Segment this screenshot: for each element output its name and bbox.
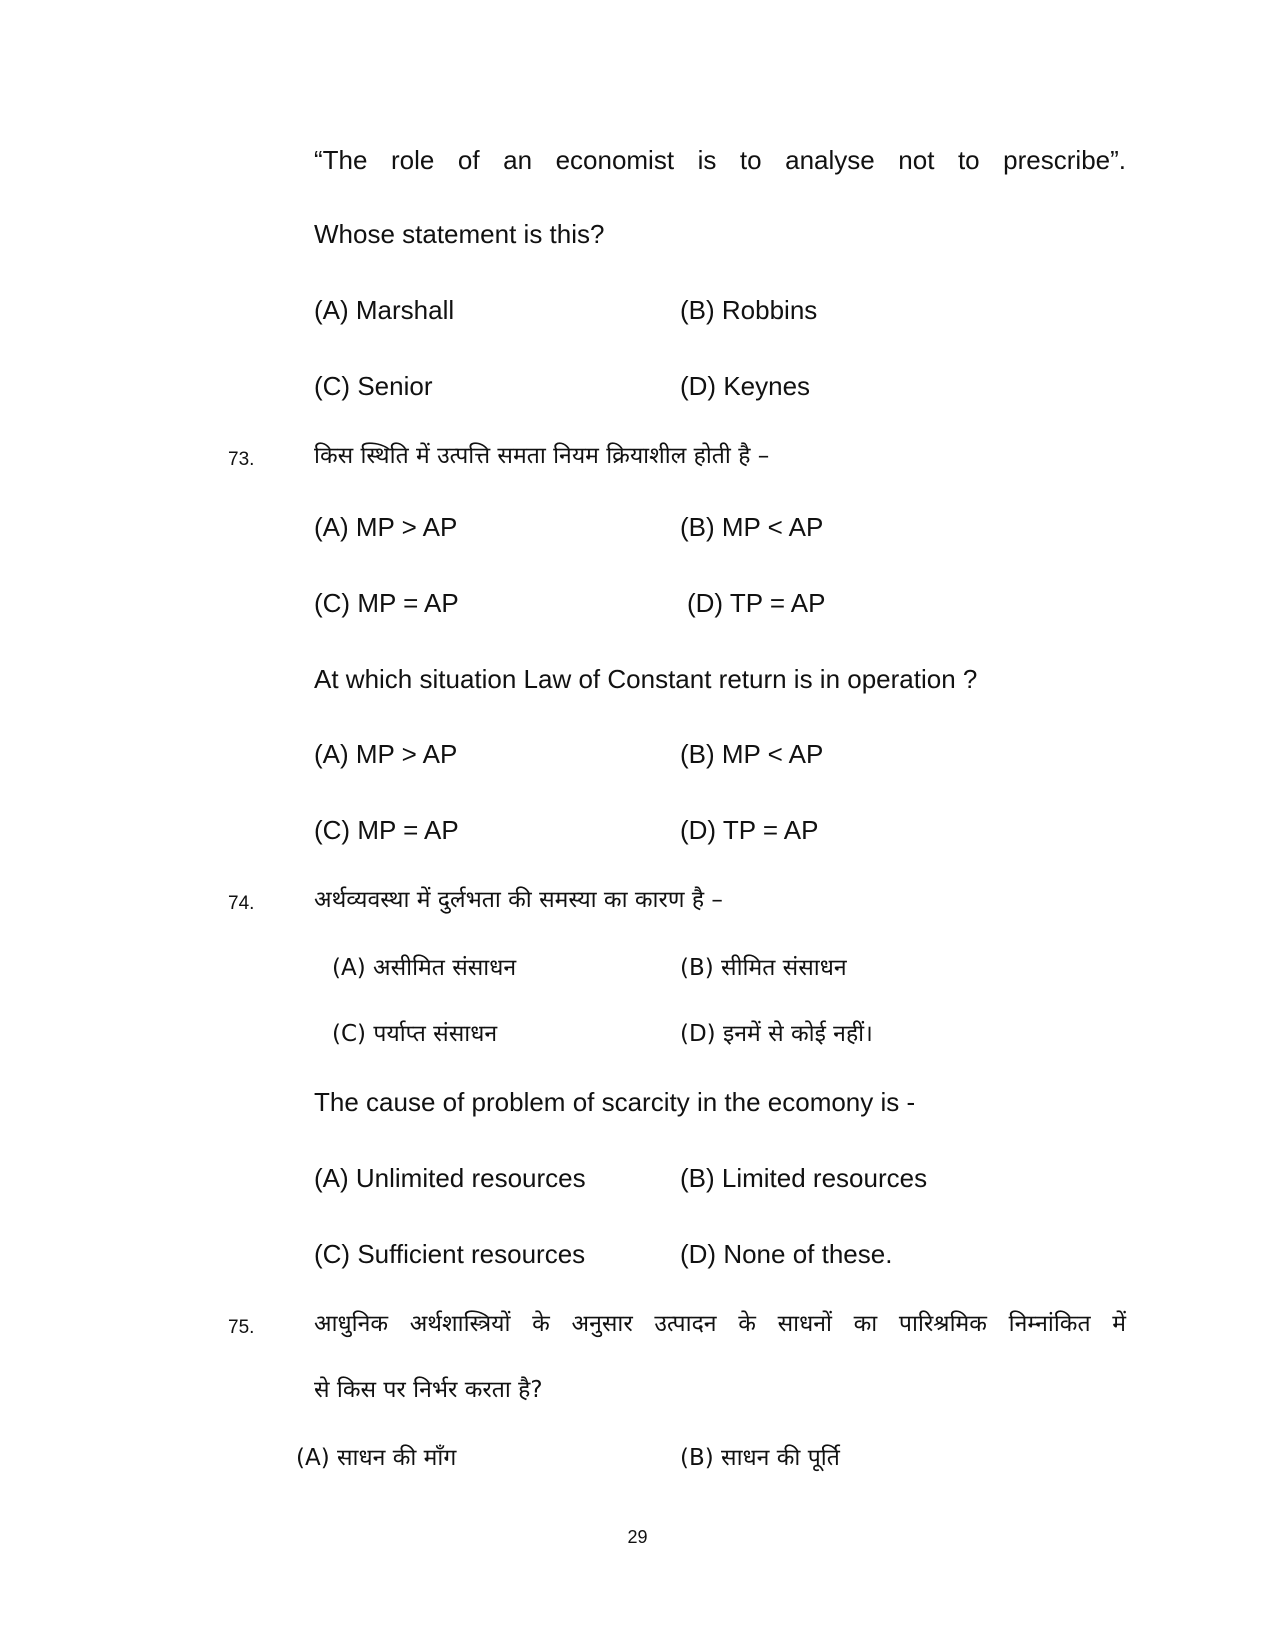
q73-hindi-option-b: (B) MP < AP [680,512,824,542]
q73-english-option-b: (B) MP < AP [680,739,824,769]
q74-english-option-c: (C) Sufficient resources [314,1239,586,1269]
q74-hindi-option-d: (D) इनमें से कोई नहीं। [680,1021,873,1047]
q72-option-b: (B) Robbins [680,295,818,325]
q74-english-option-a: (A) Unlimited resources [314,1163,586,1193]
q72-option-a: (A) Marshall [314,295,455,325]
q74-hindi-option-a: (A) असीमित संसाधन [332,955,517,981]
q75-hindi-question-line2: से किस पर निर्भर करता है? [314,1377,543,1403]
page-number: 29 [627,1527,648,1547]
q73-english-question: At which situation Law of Constant return is in operation ? [314,664,978,694]
q72-statement-line2: Whose statement is this? [314,219,605,249]
q74-english-option-b: (B) Limited resources [680,1163,928,1193]
q74-hindi-option-c: (C) पर्याप्त संसाधन [332,1021,498,1047]
q72-option-c: (C) Senior [314,371,433,401]
q73-hindi-option-a: (A) MP > AP [314,512,458,542]
q74-english-option-d: (D) None of these. [680,1239,893,1269]
q75-hindi-option-b: (B) साधन की पूर्ति [680,1445,840,1471]
q72-statement-line1: “The role of an economist is to analyse not to prescribe”. [314,145,1126,175]
q73-english-option-c: (C) MP = AP [314,815,459,845]
q73-hindi-question: किस स्थिति में उत्पत्ति समता नियम क्रियाशील होती है – [314,443,770,469]
q74-number: 74. [228,893,255,914]
q73-hindi-option-c: (C) MP = AP [314,588,459,618]
q74-english-question: The cause of problem of scarcity in the ecomony is - [314,1087,916,1117]
q73-hindi-option-d: (D) TP = AP [687,588,826,618]
q74-hindi-question: अर्थव्यवस्था में दुर्लभता की समस्या का कारण है – [314,887,723,913]
q73-english-option-a: (A) MP > AP [314,739,458,769]
q75-hindi-question-line1: आधुनिक अर्थशास्त्रियों के अनुसार उत्पादन के साधनों का पारिश्रमिक निम्नांकित में [314,1311,1126,1337]
q75-hindi-option-a: (A) साधन की माँग [296,1445,457,1471]
q73-english-option-d: (D) TP = AP [680,815,819,845]
q74-hindi-option-b: (B) सीमित संसाधन [680,955,847,981]
q75-number: 75. [228,1317,255,1338]
q73-number: 73. [228,449,255,470]
q72-option-d: (D) Keynes [680,371,811,401]
